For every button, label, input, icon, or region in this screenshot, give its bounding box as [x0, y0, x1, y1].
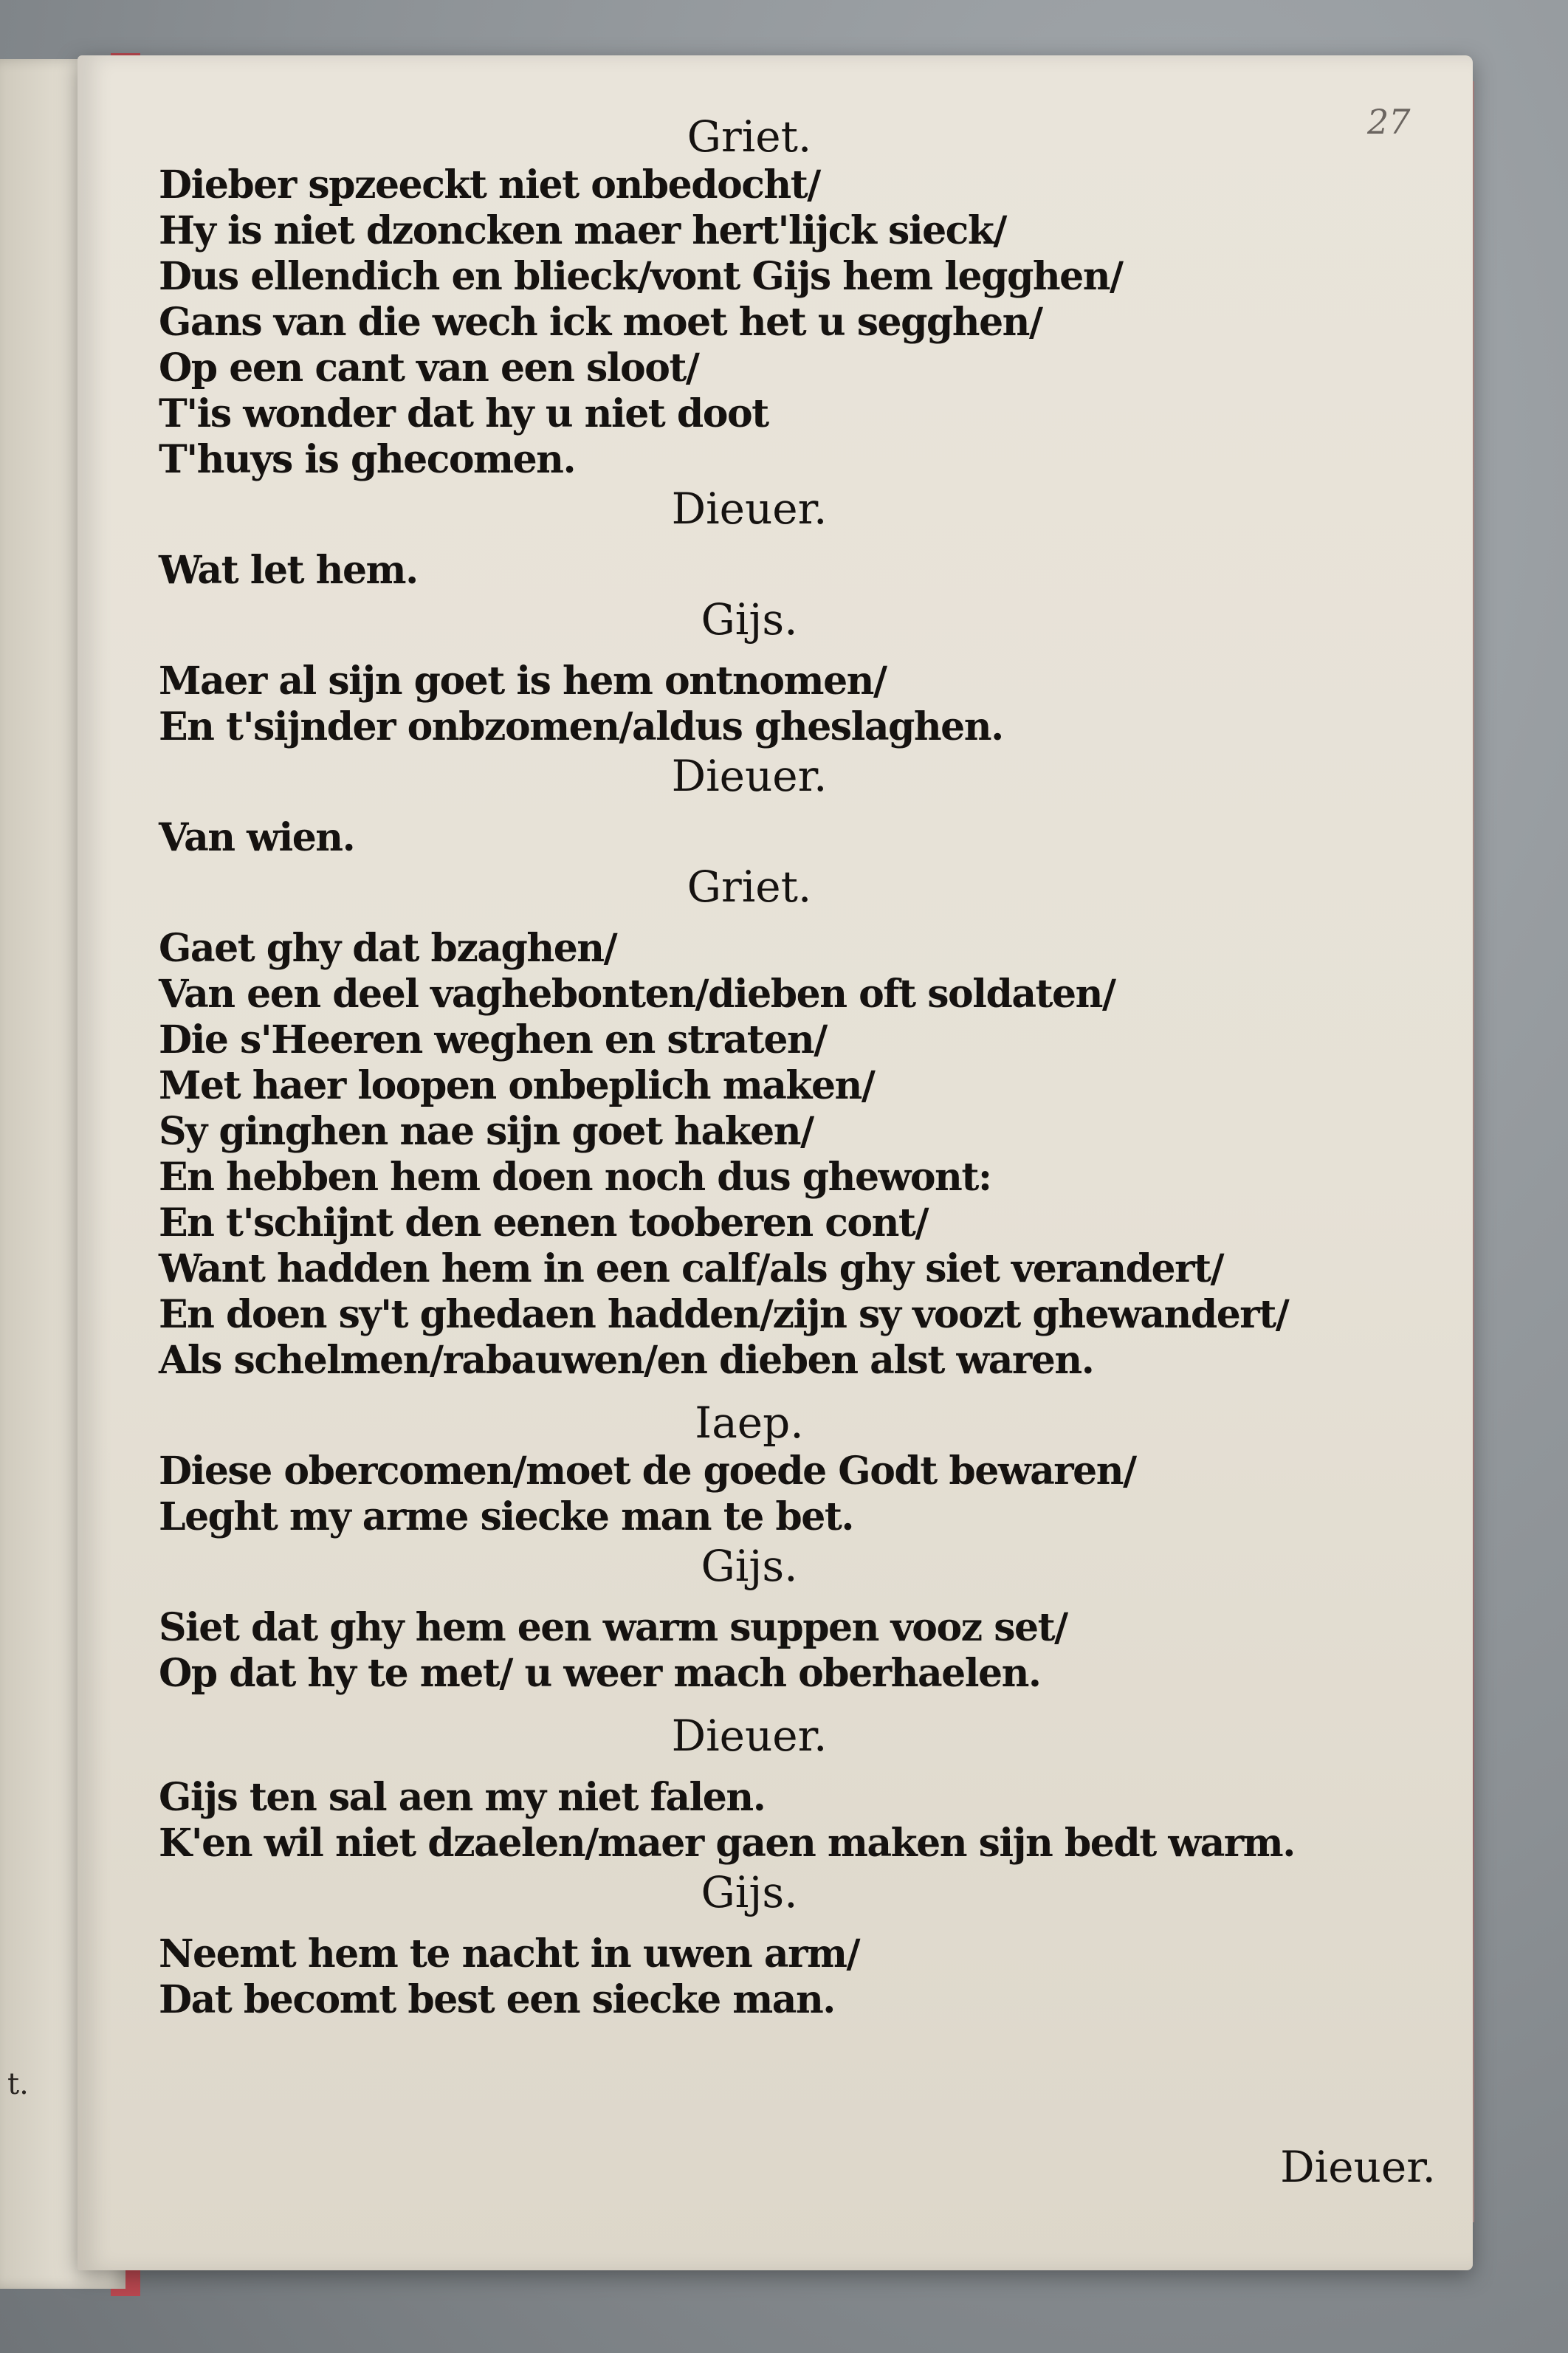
speaker-heading: Gijs.	[701, 594, 798, 645]
speaker-heading: Dieuer.	[671, 751, 828, 801]
verse-line: Van een deel vaghebonten/dieben oft soldaten/	[159, 972, 1115, 1017]
verse-line: Van wien.	[159, 815, 355, 860]
verse-line: Gaet ghy dat bzaghen/	[159, 926, 617, 971]
verse-line: Maer al sijn goet is hem ontnomen/	[159, 659, 887, 704]
verse-line: Wat let hem.	[159, 548, 418, 593]
verse-line: Sy ginghen nae sijn goet haken/	[159, 1109, 814, 1154]
verse-line: T'is wonder dat hy u niet doot	[159, 391, 768, 436]
speaker-heading: Griet.	[687, 862, 812, 912]
catchword: Dieuer.	[1280, 2142, 1436, 2192]
verse-line: Dat becomt best een siecke man.	[159, 1977, 835, 2022]
verse-line: Gans van die wech ick moet het u segghen/	[159, 300, 1042, 345]
verse-line: K'en wil niet dzaelen/maer gaen maken sijn bedt warm.	[159, 1821, 1295, 1866]
speaker-heading: Dieuer.	[671, 1711, 828, 1761]
verse-line: Dus ellendich en blieck/vont Gijs hem legghen/	[159, 254, 1123, 299]
speaker-heading: Griet.	[687, 111, 812, 162]
verse-line: Die s'Heeren weghen en straten/	[159, 1017, 827, 1062]
verse-line: Want hadden hem in een calf/als ghy siet verandert/	[159, 1246, 1224, 1291]
verse-line: Neemt hem te nacht in uwen arm/	[159, 1931, 859, 1976]
verse-line: En t'schijnt den eenen tooberen cont/	[159, 1200, 928, 1246]
verse-line: Als schelmen/rabauwen/en dieben alst waren.	[159, 1338, 1094, 1383]
verse-line: Hy is niet dzoncken maer hert'lijck sieck/	[159, 208, 1006, 253]
facing-page-fragment: t.	[7, 2067, 29, 2101]
verse-line: Op dat hy te met/ u weer mach oberhaelen.	[159, 1651, 1041, 1696]
verse-line: Diese obercomen/moet de goede Godt bewaren/	[159, 1449, 1136, 1494]
speaker-heading: Gijs.	[701, 1867, 798, 1917]
verse-line: En hebben hem doen noch dus ghewont:	[159, 1155, 991, 1200]
speaker-heading: Dieuer.	[671, 484, 828, 534]
folio-number: 27	[1367, 102, 1411, 142]
speaker-heading: Iaep.	[695, 1398, 804, 1448]
speaker-heading: Gijs.	[701, 1541, 798, 1591]
verse-line: Dieber spzeeckt niet onbedocht/	[159, 162, 820, 207]
verse-line: Op een cant van een sloot/	[159, 346, 699, 391]
verse-line: Gijs ten sal aen my niet falen.	[159, 1775, 766, 1820]
verse-line: Siet dat ghy hem een warm suppen vooz set/	[159, 1605, 1067, 1650]
verse-line: En doen sy't ghedaen hadden/zijn sy voozt ghewandert/	[159, 1292, 1289, 1337]
verse-line: Met haer loopen onbeplich maken/	[159, 1063, 875, 1108]
verse-line: Leght my arme siecke man te bet.	[159, 1494, 853, 1539]
verse-line: En t'sijnder onbzomen/aldus gheslaghen.	[159, 704, 1003, 749]
verse-line: T'huys is ghecomen.	[159, 437, 576, 482]
